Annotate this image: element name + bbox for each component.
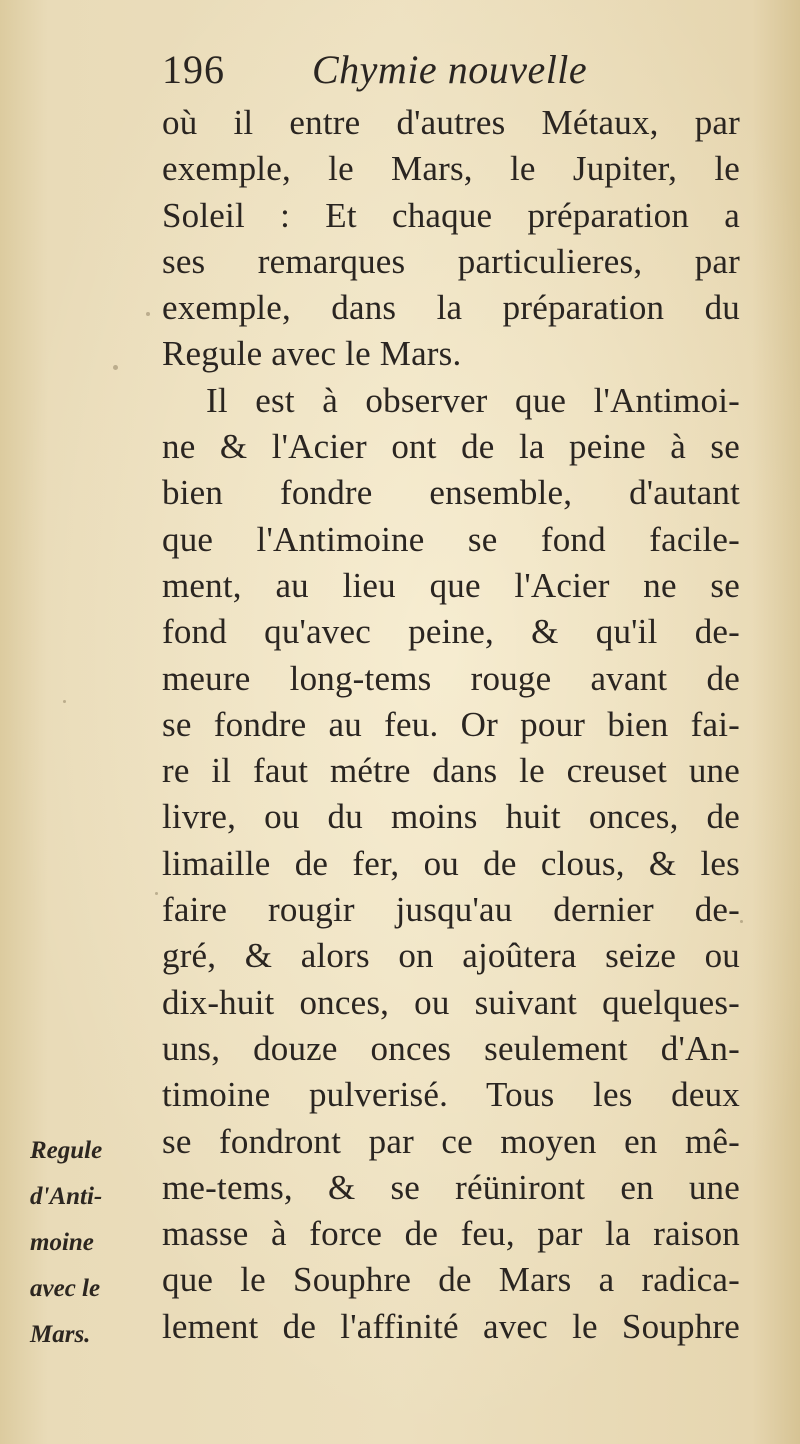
text-line: ses remarques particulieres, par xyxy=(162,241,740,281)
text-line: Regule avec le Mars. xyxy=(162,334,462,374)
text-line: re il faut métre dans le creuset une xyxy=(162,751,740,791)
text-line: Soleil : Et chaque préparation a xyxy=(162,195,740,235)
text-line: gré, & alors on ajoûtera seize ou xyxy=(162,936,740,976)
paper-speck xyxy=(113,365,118,370)
text-line: meure long-tems rouge avant de xyxy=(162,658,740,698)
paper-speck xyxy=(740,920,743,923)
text-line: exemple, le Mars, le Jupiter, le xyxy=(162,149,740,189)
text-line: ment, au lieu que l'Acier ne se xyxy=(162,565,740,605)
text-line: que l'Antimoine se fond facile- xyxy=(162,519,740,559)
paper-speck xyxy=(155,892,158,895)
margin-note-line: avec le xyxy=(30,1275,101,1302)
margin-note-line: d'Anti- xyxy=(30,1183,103,1210)
text-line: exemple, dans la préparation du xyxy=(162,288,740,328)
page-number: 196 xyxy=(162,47,225,92)
text-line: masse à force de feu, par la raison xyxy=(162,1214,740,1254)
paper-speck xyxy=(63,700,66,703)
margin-note xyxy=(30,1128,160,1358)
running-head xyxy=(162,44,742,96)
text-line: timoine pulverisé. Tous les deux xyxy=(162,1075,740,1115)
text-line: lement de l'affinité avec le Souphre xyxy=(162,1306,740,1346)
text-line: ne & l'Acier ont de la peine à se xyxy=(162,427,740,467)
text-line: livre, ou du moins huit onces, de xyxy=(162,797,740,837)
text-line: bien fondre ensemble, d'autant xyxy=(162,473,740,513)
margin-note-line: Regule xyxy=(30,1137,103,1164)
text-line: dix-huit onces, ou suivant quelques- xyxy=(162,982,740,1022)
paper-speck xyxy=(146,312,150,316)
text-line: me-tems, & se réüniront en une xyxy=(162,1167,740,1207)
text-line: où il entre d'autres Métaux, par xyxy=(162,103,740,142)
text-line: se fondront par ce moyen en mê- xyxy=(162,1121,740,1161)
text-line: limaille de fer, ou de clous, & les xyxy=(162,843,740,883)
text-line: se fondre au feu. Or pour bien fai- xyxy=(162,704,740,744)
text-line: que le Souphre de Mars a radica- xyxy=(162,1260,740,1300)
text-line: faire rougir jusqu'au dernier de- xyxy=(162,890,740,930)
text-line: fond qu'avec peine, & qu'il de- xyxy=(162,612,740,652)
running-title: Chymie nouvelle xyxy=(312,47,588,92)
paragraph-first-line: Il est à observer que l'Antimoi- xyxy=(206,380,740,420)
text-line: uns, douze onces seulement d'An- xyxy=(162,1028,740,1068)
margin-note-line: Mars. xyxy=(30,1321,91,1348)
body-text xyxy=(162,100,740,1350)
margin-note-line: moine xyxy=(30,1229,94,1256)
